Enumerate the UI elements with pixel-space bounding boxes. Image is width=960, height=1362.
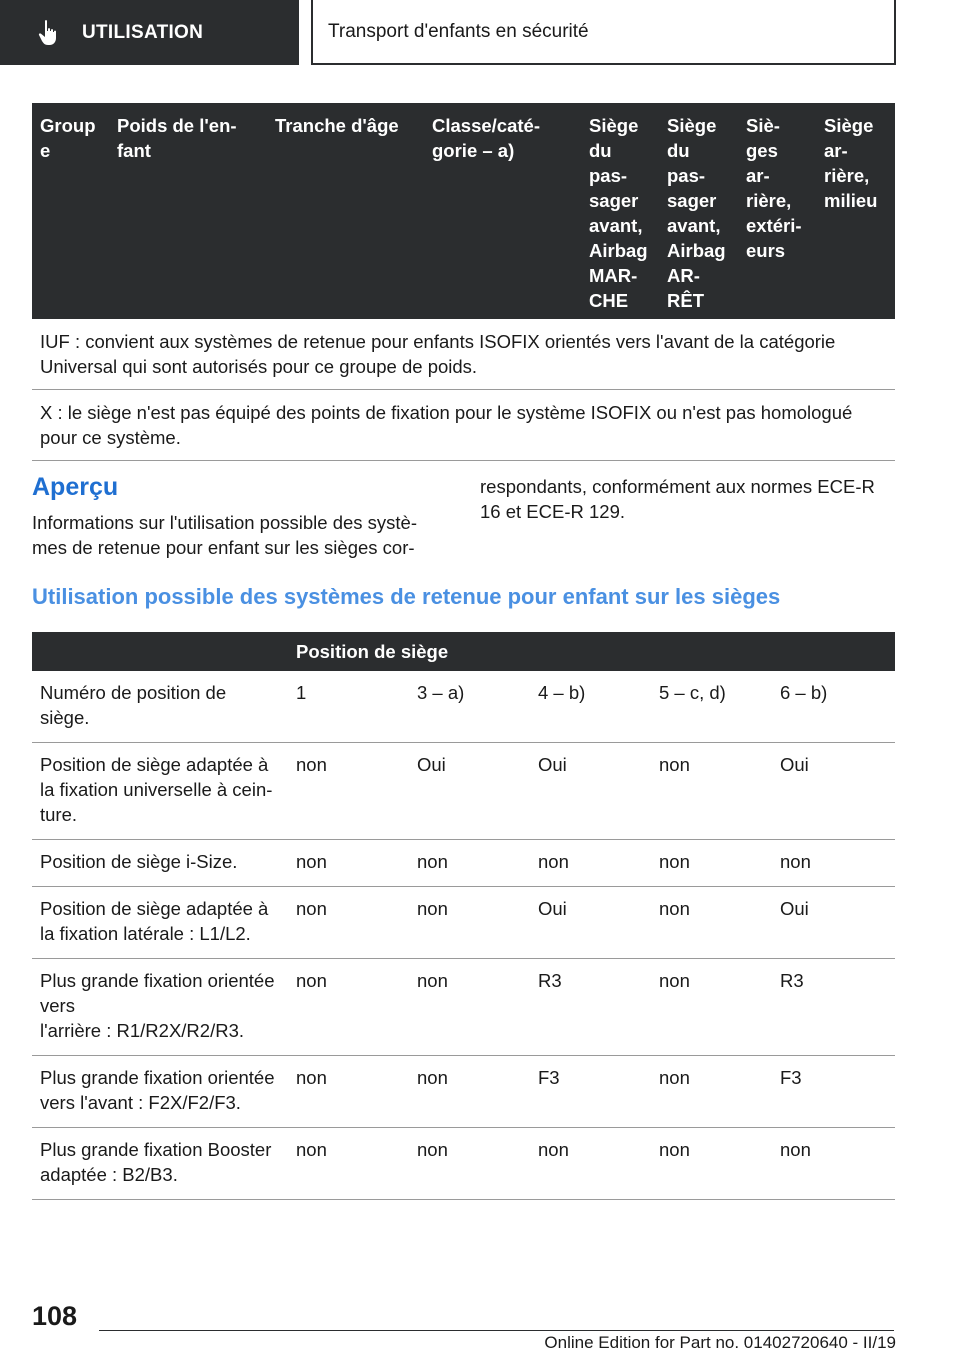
col-rear-outer: Siè- ges ar- rière, extéri- eurs [746, 115, 802, 261]
table-cell: R3 [780, 970, 804, 991]
table-cell: non [780, 851, 811, 872]
col-rear-middle: Siège ar- rière, milieu [824, 115, 878, 211]
table-cell: non [780, 1139, 811, 1160]
col-class: Classe/caté- gorie – a) [432, 115, 540, 161]
header-section-tab [0, 0, 299, 65]
table-cell: non [296, 1067, 327, 1088]
row-label: Position de siège i-Size. [40, 851, 238, 872]
table-cell: non [296, 1139, 327, 1160]
seat-position-table-header [32, 632, 895, 671]
col-front-airbag-on: Siège du pas- sager avant, Airbag MAR- CHE [589, 115, 648, 311]
apercu-text-left: Informations sur l'utilisation possible des systè- mes de retenue pour enfant sur les sièges cor- [32, 512, 418, 558]
table-cell: non [296, 898, 327, 919]
table-row [32, 840, 895, 887]
table-row [32, 743, 895, 840]
section-heading-apercu: Aperçu [32, 473, 119, 501]
table-cell: non [417, 1067, 448, 1088]
table-cell: 5 – c, d) [659, 682, 726, 703]
table-cell: Oui [417, 754, 446, 775]
table-cell: F3 [538, 1067, 560, 1088]
table-note-iuf: IUF : convient aux systèmes de retenue pour enfants ISOFIX orientés vers l'avant de la catégorie Universal qui sont autorisés pour ce groupe de poids. [32, 319, 895, 390]
group-table-header [32, 103, 895, 319]
table-row [32, 887, 895, 959]
table-cell: Oui [780, 754, 809, 775]
table-cell: non [659, 754, 690, 775]
row-label: Position de siège adaptée à la fixation latérale : L1/L2. [40, 898, 269, 944]
table-note-x: X : le siège n'est pas équipé des points de fixation pour le système ISOFIX ou n'est pas homologué pour ce système. [32, 390, 895, 461]
row-label: Plus grande fixation orientée vers l'avant : F2X/F2/F3. [40, 1067, 275, 1113]
table-cell: 3 – a) [417, 682, 465, 703]
table-cell: Oui [538, 754, 567, 775]
table-cell: non [659, 851, 690, 872]
table-cell: non [659, 1139, 690, 1160]
table-row [32, 671, 895, 743]
table-row [32, 1128, 895, 1200]
table-cell: 6 – b) [780, 682, 828, 703]
row-label: Plus grande fixation orientée vers l'arrière : R1/R2X/R2/R3. [40, 970, 275, 1041]
table-cell: 1 [296, 682, 307, 703]
table-cell: non [417, 851, 448, 872]
table-cell: 4 – b) [538, 682, 586, 703]
table-cell: Oui [538, 898, 567, 919]
header-seat-position: Position de siège [296, 640, 449, 662]
table-cell: non [296, 970, 327, 991]
table-cell: F3 [780, 1067, 802, 1088]
col-front-airbag-off: Siège du pas- sager avant, Airbag AR- RÊT [667, 115, 726, 311]
seat-position-table [32, 632, 895, 1200]
table-cell: non [659, 970, 690, 991]
table-cell: non [659, 898, 690, 919]
table-cell: non [417, 970, 448, 991]
row-label: Position de siège adaptée à la fixation universelle à cein- ture. [40, 754, 273, 825]
table-cell: Oui [780, 898, 809, 919]
table-cell: non [296, 851, 327, 872]
table-row [32, 1056, 895, 1128]
header-title-box [311, 0, 896, 65]
hand-pointer-icon [36, 19, 62, 47]
apercu-text-right: respondants, conformément aux normes ECE-R 16 et ECE-R 129. [480, 476, 875, 522]
table-row [32, 959, 895, 1056]
subsection-heading: Utilisation possible des systèmes de retenue pour enfant sur les sièges [32, 584, 781, 609]
page-title: Transport d'enfants en sécurité [328, 20, 589, 42]
section-title: UTILISATION [82, 21, 204, 43]
col-weight: Poids de l'en- fant [117, 115, 237, 161]
seat-position-table-body [32, 671, 895, 1200]
table-cell: non [417, 1139, 448, 1160]
footer-edition: Online Edition for Part no. 01402720640 - II/19 [544, 1333, 896, 1352]
footer-divider [99, 1330, 894, 1331]
col-group: Group e [40, 115, 96, 161]
row-label: Plus grande fixation Booster adaptée : B2/B3. [40, 1139, 272, 1185]
table-cell: R3 [538, 970, 562, 991]
table-cell: non [538, 851, 569, 872]
row-label: Numéro de position de siège. [40, 682, 227, 728]
group-table [32, 103, 895, 461]
table-cell: non [417, 898, 448, 919]
table-cell: non [296, 754, 327, 775]
table-cell: non [659, 1067, 690, 1088]
col-age: Tranche d'âge [275, 115, 399, 136]
table-cell: non [538, 1139, 569, 1160]
page-number: 108 [32, 1301, 78, 1331]
